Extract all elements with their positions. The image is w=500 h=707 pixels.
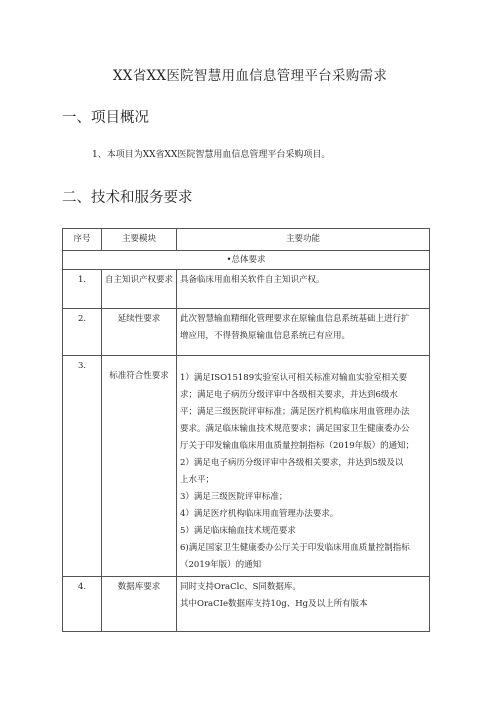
- function-line: 此次智慧输血精细化管理要求在原输血信息系统基础上进行扩: [180, 314, 410, 324]
- requirements-table: [62, 228, 430, 632]
- table-row: [63, 270, 430, 309]
- function-line: 增应用，不得替换原输血信息系统已有应用。: [180, 331, 351, 341]
- function-line: 求；满足电子病历分级评审中各级相关要求，并达到6级水: [180, 390, 398, 400]
- function-line: 1）满足ISO15189实验室认可相关标准对输血实验室相关要: [180, 373, 408, 383]
- header-no: 序号: [63, 229, 102, 251]
- header-function: 主要功能: [177, 229, 430, 251]
- function-line: 5）满足临床输血技术规范要求: [180, 526, 296, 536]
- row-function: [177, 270, 430, 309]
- function-line: 6)满足国家卫生健康委办公厅关于印发临床用血质量控制指标: [180, 543, 410, 553]
- function-line: 要求。满足临床输血技术规范要求；满足国家卫生健康委办公: [180, 424, 410, 434]
- row-module: 自主知识产权要求: [102, 270, 177, 309]
- row-no: 3.: [63, 356, 102, 577]
- row-module: [102, 356, 177, 577]
- row-function: [177, 309, 430, 356]
- function-line: 其中OraCIe数据库支持10g、Hg及以上所有版本: [180, 599, 368, 609]
- row-module: 数据库要求: [102, 577, 177, 632]
- row-module: 延续性要求: [102, 309, 177, 356]
- section-heading-overview: 一、项目概况: [62, 110, 149, 126]
- section-heading-requirements: 二、技术和服务要求: [62, 190, 193, 206]
- function-line: 厅关于印发输血临床用血质量控制指标（2019年版）的通知；: [180, 441, 415, 451]
- row-module-label: 标准符合性要求: [109, 371, 169, 381]
- row-no: 1.: [63, 270, 102, 309]
- row-no: 2.: [63, 309, 102, 356]
- function-line: （2019年版）的通知: [180, 560, 262, 570]
- overview-paragraph: 1、本项目为XX省XX医院智慧用血信息管理平台采购项目。: [92, 150, 331, 160]
- table-row: [63, 356, 430, 577]
- row-function: [177, 577, 430, 632]
- table-header-row: [63, 229, 430, 251]
- function-line: 2）满足电子病历分级评审中各级相关要求，并达到5级及以: [180, 458, 404, 468]
- function-line: 4）满足医疗机构临床用血管理办法要求。: [180, 509, 339, 519]
- table-section-row: [63, 251, 430, 270]
- function-line: 同时支持OraClc、S同数据库。: [180, 582, 301, 592]
- document-title: XX省XX医院智慧用血信息管理平台采购需求: [112, 68, 388, 84]
- function-line: 上水平；: [180, 475, 215, 485]
- function-line: 3）满足三级医院评审标准；: [180, 492, 288, 502]
- section-label: •总体要求: [63, 251, 430, 270]
- table-row: [63, 577, 430, 632]
- table-row: [63, 309, 430, 356]
- row-function: [177, 356, 430, 577]
- function-line: 具备临床用血相关软件自主知识产权。: [180, 275, 325, 285]
- function-line: 平；满足三级医院评审标准；满足医疗机构临床用血管理办法: [180, 407, 410, 417]
- row-no: 4.: [63, 577, 102, 632]
- header-module: 主要模块: [102, 229, 177, 251]
